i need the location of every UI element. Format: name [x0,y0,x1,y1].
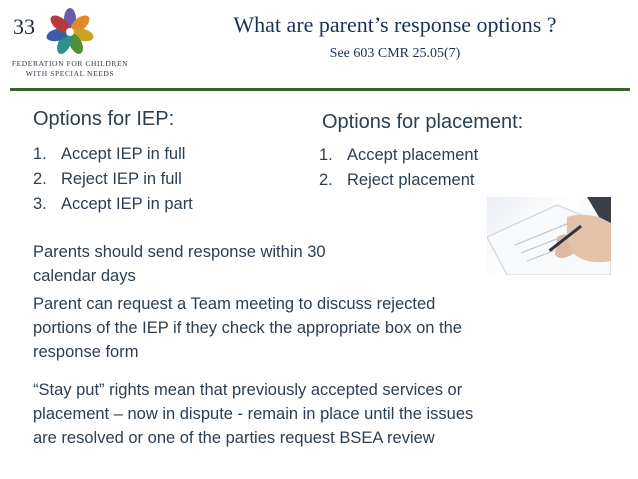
text-line: “Stay put” rights mean that previously accepted services or [33,381,463,399]
iep-options-list [33,142,193,217]
list-text: Reject placement [347,171,475,189]
text-line: calendar days [33,267,136,285]
team-meeting-text [33,292,462,364]
list-number: 2. [33,170,47,188]
placement-options-list [319,143,478,193]
text-line: placement – now in dispute - remain in place until the issues [33,405,474,423]
list-text: Accept IEP in part [61,195,193,213]
list-item [33,142,193,167]
text-line: portions of the IEP if they check the appropriate box on the [33,319,462,337]
list-text: Accept placement [347,146,479,164]
text-line: are resolved or one of the parties request BSEA review [33,429,435,447]
list-item [319,168,478,193]
list-item [33,167,193,192]
logo-line-1: FEDERATION FOR CHILDREN [11,59,129,68]
federation-logo-icon [38,6,102,60]
page-title: What are parent’s response options ? [233,12,557,37]
iep-options-heading: Options for IEP: [33,108,175,130]
list-text: Accept IEP in full [61,145,186,163]
placement-options-heading: Options for placement: [322,111,524,133]
list-number: 3. [33,195,47,213]
list-number: 2. [319,171,333,189]
stay-put-text [33,378,473,450]
list-number: 1. [33,145,47,163]
text-line: Parent can request a Team meeting to discuss rejected [33,295,436,313]
list-text: Reject IEP in full [61,170,182,188]
list-item [33,192,193,217]
list-item [319,143,478,168]
signing-hand-illustration [487,197,611,275]
list-number: 1. [319,146,333,164]
page-subtitle: See 603 CMR 25.05(7) [329,46,461,61]
logo-text [0,59,140,79]
text-line: Parents should send response within 30 [33,243,326,261]
response-deadline-text [33,240,326,288]
header-divider [10,88,630,91]
signing-hand-photo [487,197,611,275]
slide-number: 33 [13,14,35,39]
logo-line-2: WITH SPECIAL NEEDS [25,69,115,78]
text-line: response form [33,343,139,361]
